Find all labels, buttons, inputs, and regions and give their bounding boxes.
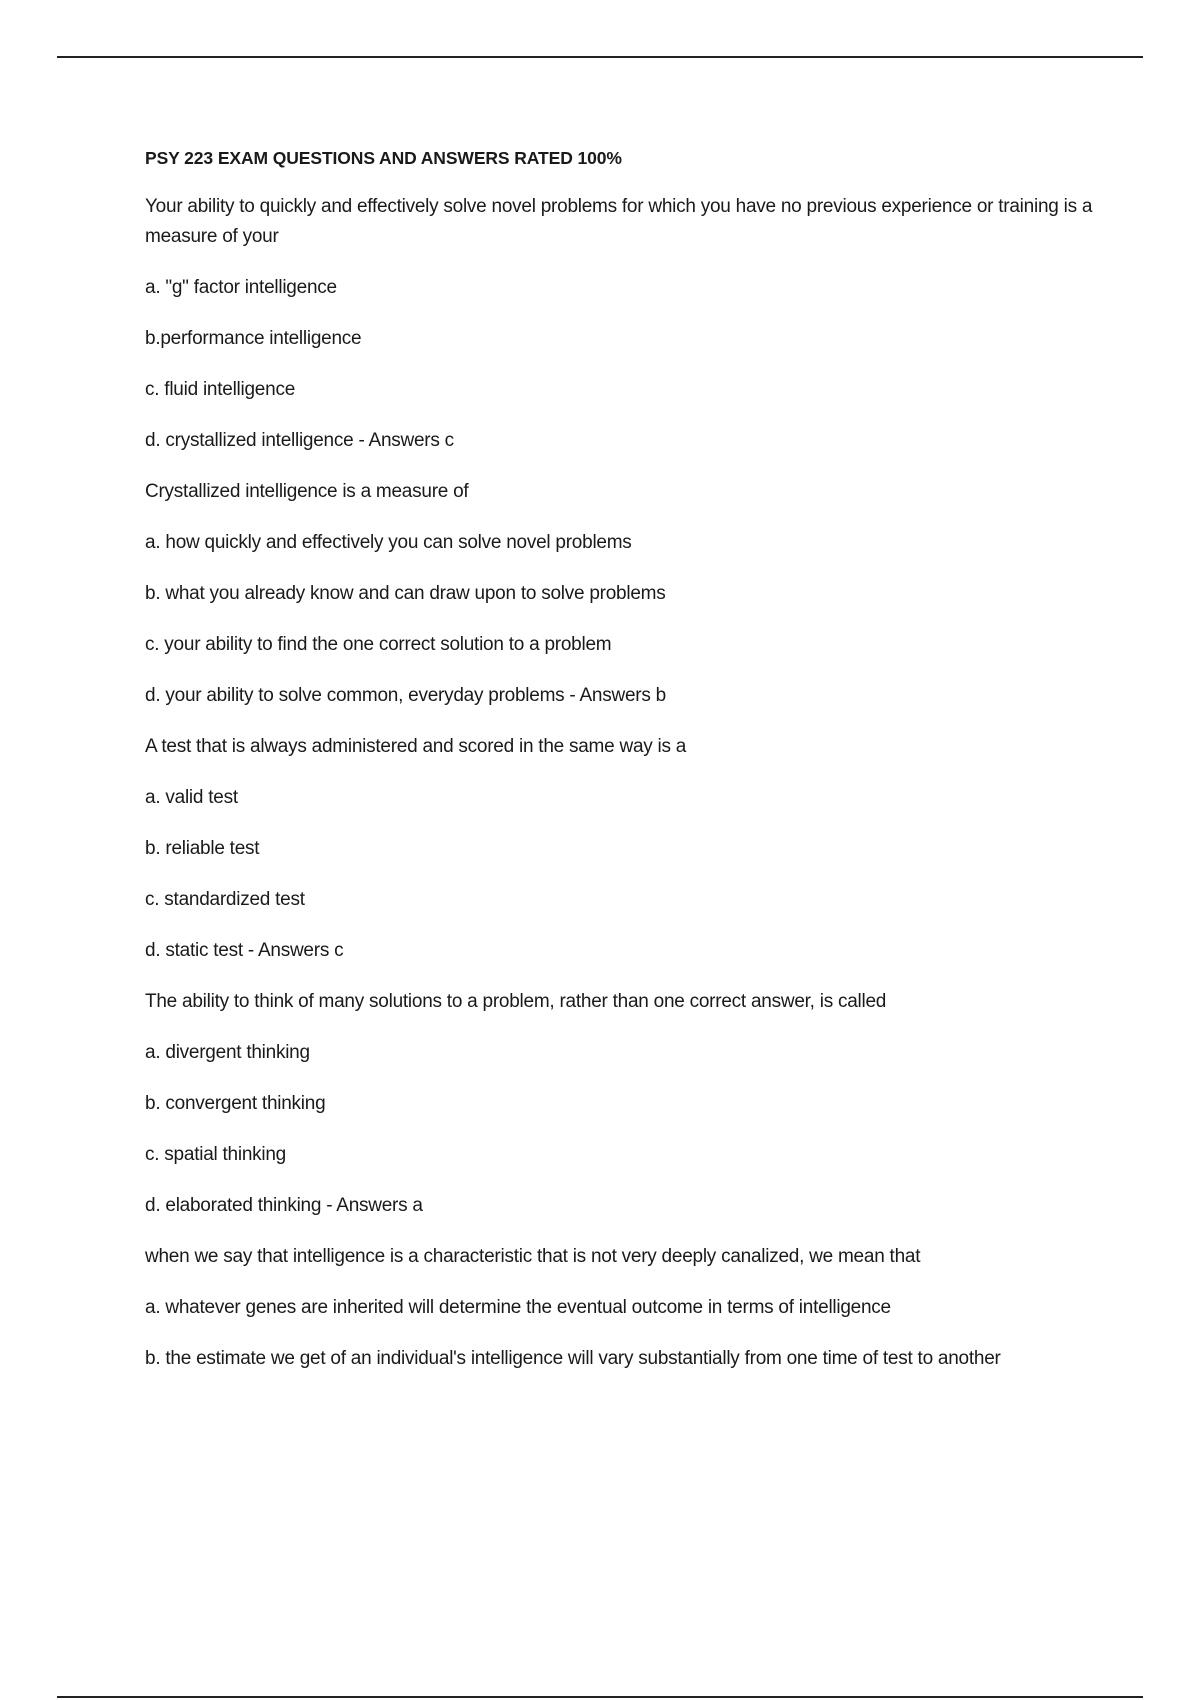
question-4-option-c: c. spatial thinking: [145, 1144, 286, 1165]
question-2-option-b: b. what you already know and can draw upon to solve problems: [145, 583, 666, 604]
question-2-option-c: c. your ability to find the one correct solution to a problem: [145, 634, 612, 655]
question-2-option-a: a. how quickly and effectively you can solve novel problems: [145, 532, 632, 553]
footer-rule: [57, 1696, 1143, 1698]
question-3-option-d: d. static test - Answers c: [145, 940, 344, 961]
question-1-stem: Your ability to quickly and effectively solve novel problems for which you have no previous experience or training is a measure of your: [145, 196, 1093, 247]
question-1-option-b: b.performance intelligence: [145, 328, 362, 349]
question-3-option-c: c. standardized test: [145, 889, 305, 910]
question-3-option-b: b. reliable test: [145, 838, 260, 859]
document-body: [145, 146, 1095, 1395]
header-rule: [57, 56, 1143, 58]
question-4-option-d: d. elaborated thinking - Answers a: [145, 1195, 423, 1216]
question-5-option-a: a. whatever genes are inherited will determine the eventual outcome in terms of intelligence: [145, 1297, 891, 1318]
question-1-option-c: c. fluid intelligence: [145, 379, 296, 400]
question-4-option-a: a. divergent thinking: [145, 1042, 310, 1063]
question-1-option-a: a. "g" factor intelligence: [145, 277, 337, 298]
question-4-option-b: b. convergent thinking: [145, 1093, 326, 1114]
question-4-stem: The ability to think of many solutions to a problem, rather than one correct answer, is called: [145, 991, 887, 1012]
question-3-stem: A test that is always administered and scored in the same way is a: [145, 736, 687, 757]
question-1-option-d: d. crystallized intelligence - Answers c: [145, 430, 454, 451]
document-title: PSY 223 EXAM QUESTIONS AND ANSWERS RATED 100%: [145, 148, 622, 168]
question-5-option-b: b. the estimate we get of an individual's intelligence will vary substantially from one time of test to another: [145, 1348, 1001, 1369]
question-2-stem: Crystallized intelligence is a measure of: [145, 481, 469, 502]
question-3-option-a: a. valid test: [145, 787, 238, 808]
question-2-option-d: d. your ability to solve common, everyday problems - Answers b: [145, 685, 666, 706]
question-5-stem: when we say that intelligence is a characteristic that is not very deeply canalized, we mean that: [145, 1246, 921, 1267]
